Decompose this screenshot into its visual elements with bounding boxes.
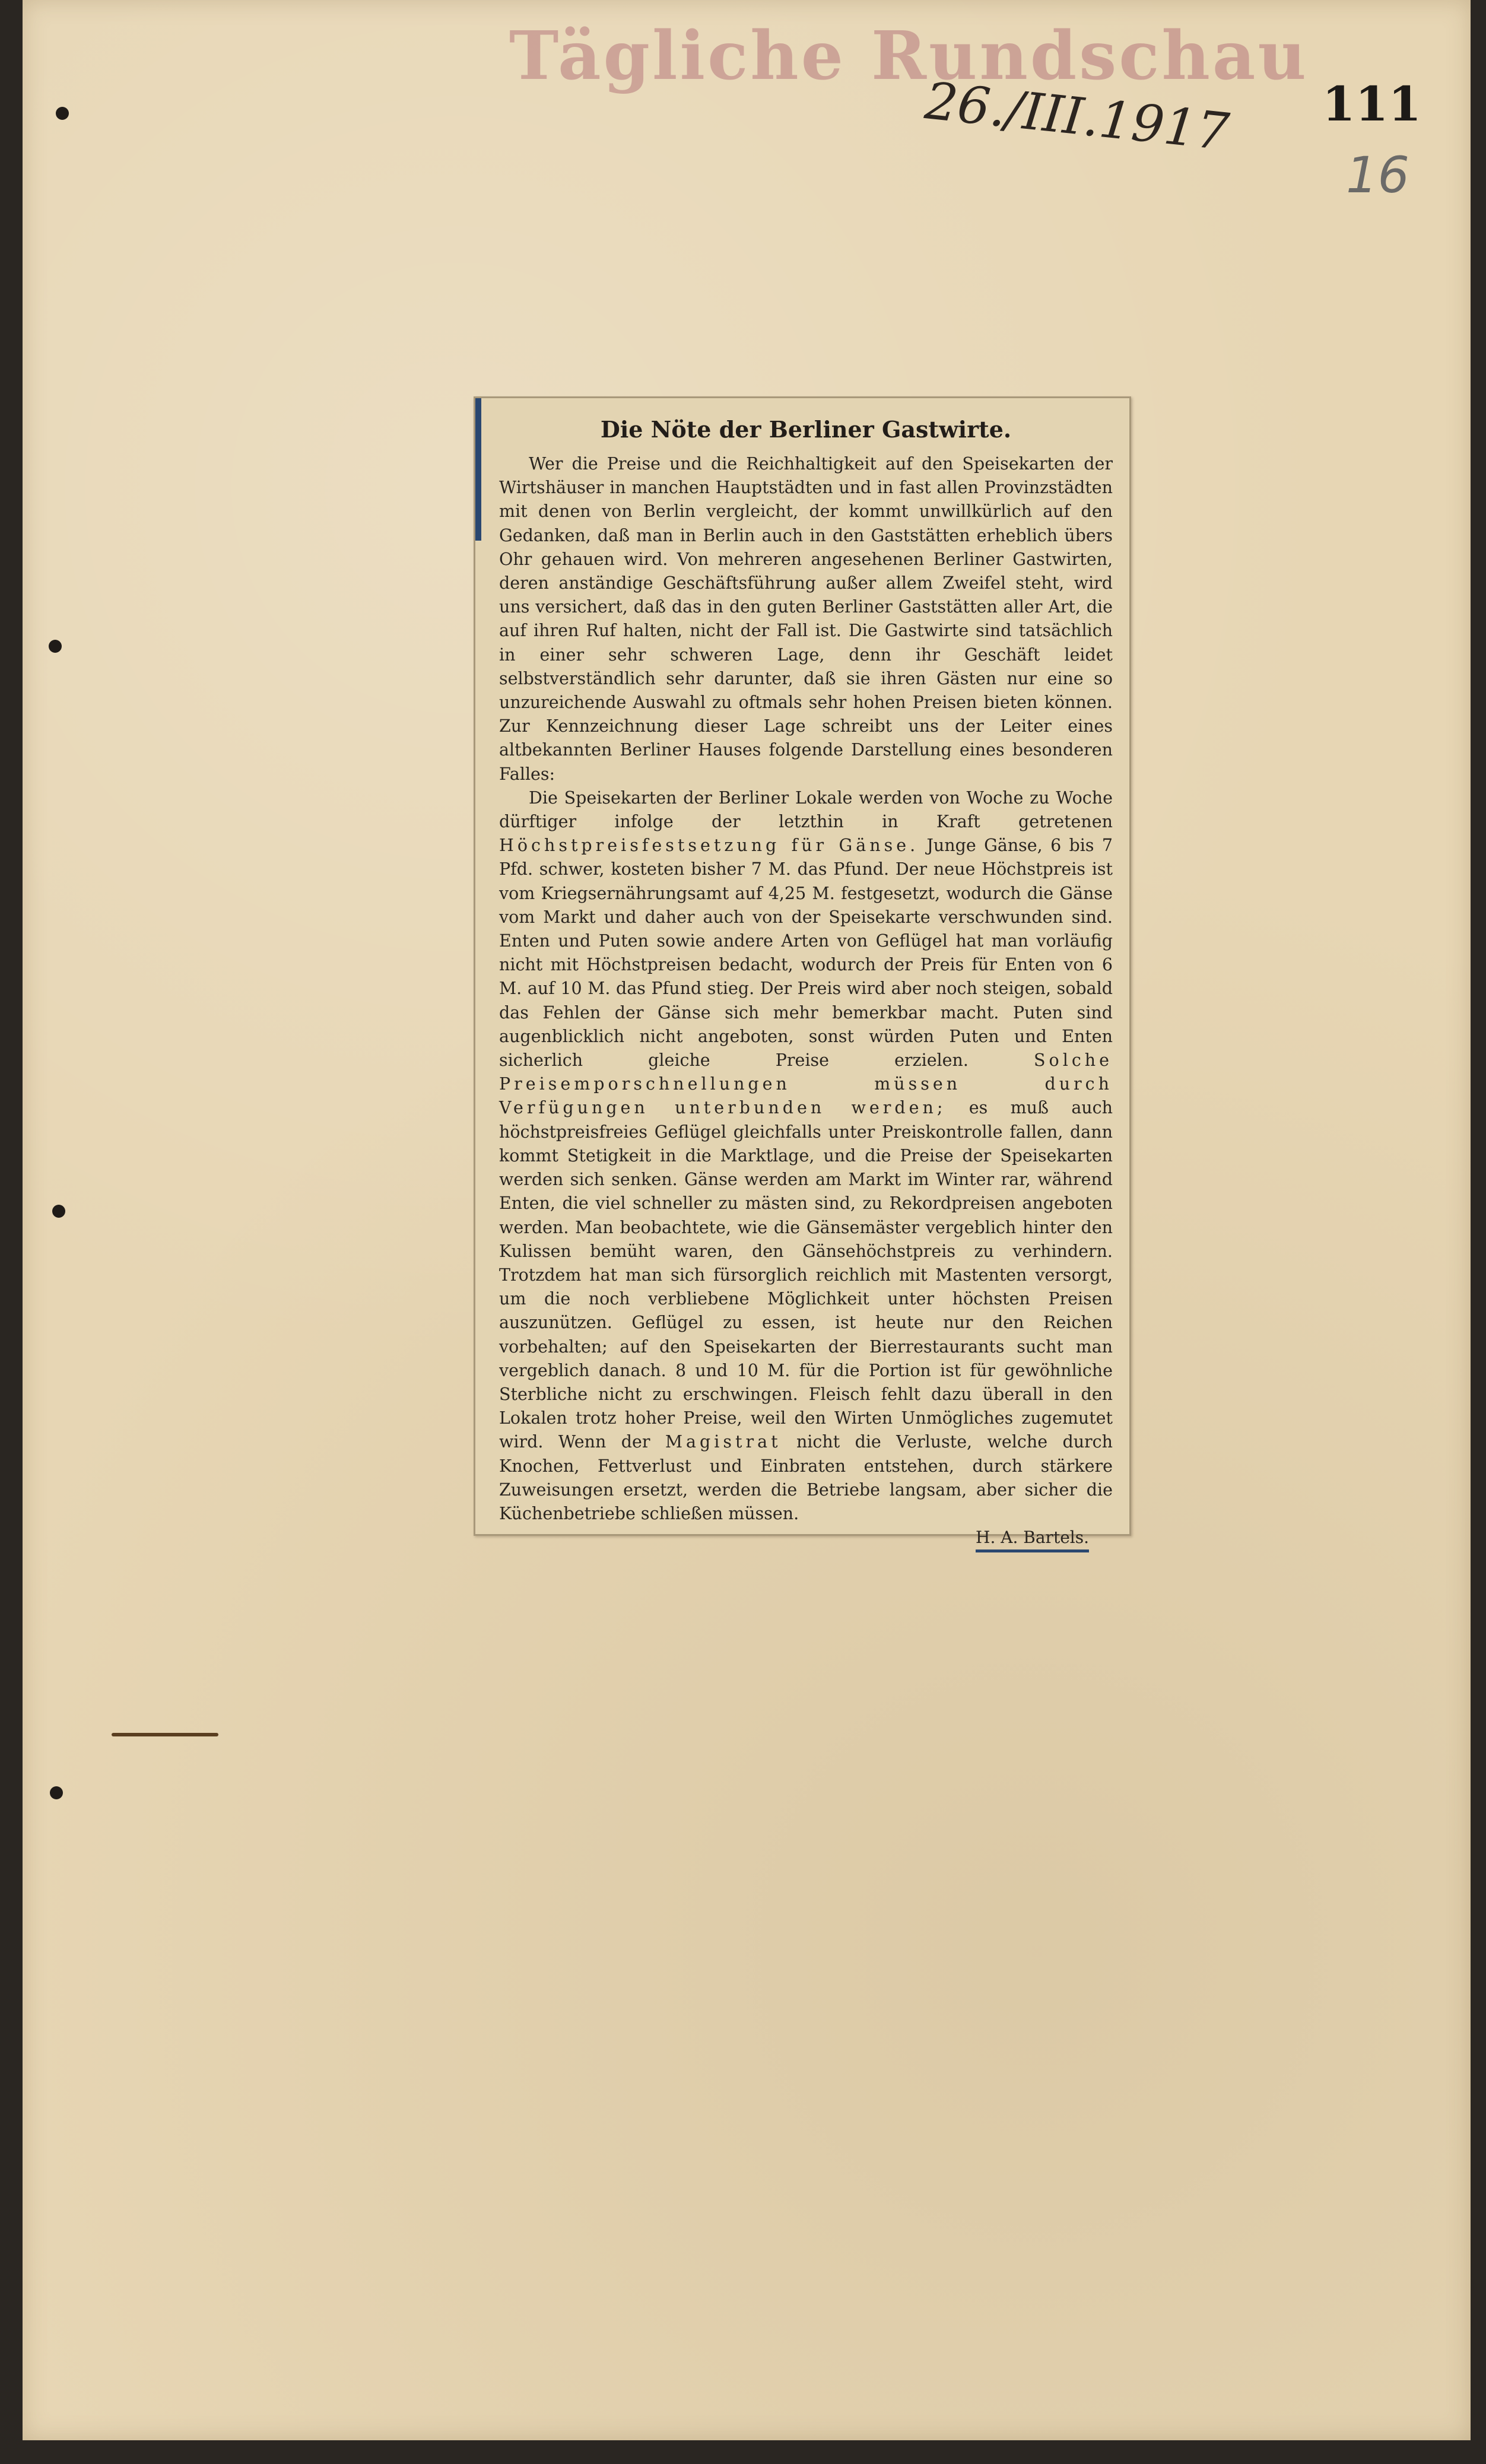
folio-number: 111	[1322, 76, 1421, 132]
p2-text-c: Junge Gänse, 6 bis 7 Pfd. schwer, kosteten bisher 7 M. das Pfund. Der neue Höchstpreis ist vom Kriegsernährungsamt auf 4,25 M. festgesetzt, wodurch die Gänse vom Markt und daher auch von der Speisekarte verschwunden sind. Enten und Puten sowie andere Arten von Geflügel hat man vorläufig nicht mit Höchstpreisen bedacht, wodurch der Preis für Enten von 6 M. auf 10 M. das Pfund stieg. Der Preis wird aber noch steigen, sobald das Fehlen der Gänse sich mehr bemerkbar macht. Puten sind augenblicklich nicht angeboten, sonst würden Puten und Enten sicherlich gleiche Preise erzielen.	[499, 836, 1113, 1071]
archive-sheet	[23, 0, 1471, 2440]
punch-hole-2	[49, 640, 62, 653]
signature-line	[499, 1526, 1113, 1552]
p2-emphasis-preisemporschnellungen: Solche Preisemporschnellungen müssen durch Verfügungen unterbunden werden;	[499, 1050, 1113, 1118]
article-paragraph-1: Wer die Preise und die Reichhaltigkeit auf den Speisekarten der Wirtshäuser in manchen Hauptstädten und in fast allen Provinzstädten mit denen von Berlin vergleicht, der kommt unwillkürlich auf den Gedanken, daß man in Berlin auch in den Gaststätten erheblich übers Ohr gehauen wird. Von mehreren angesehenen Berliner Gastwirten, deren anständige Geschäftsführung außer allem Zweifel steht, wird uns versichert, daß das in den guten Berliner Gaststätten aller Art, die auf ihren Ruf halten, nicht der Fall ist. Die Gastwirte sind tatsächlich in einer sehr schweren Lage, denn ihr Geschäft leidet selbstverständlich sehr darunter, daß sie ihren Gästen nur eine so unzureichende Auswahl zu oftmals sehr hohen Preisen bieten können. Zur Kennzeichnung dieser Lage schreibt uns der Leiter eines altbekannten Berliner Hauses folgende Darstellung eines besonderen Falles:	[499, 454, 1113, 784]
punch-hole-3	[52, 1205, 65, 1218]
p2-emphasis-magistrat: Magistrat	[665, 1432, 782, 1452]
punch-hole-1	[56, 107, 69, 120]
article-author: H. A. Bartels.	[976, 1526, 1089, 1552]
newspaper-clipping	[474, 396, 1131, 1548]
folio-handwritten: 16	[1346, 146, 1409, 204]
handwritten-date: 26./III.1917	[922, 71, 1232, 163]
blue-pencil-mark	[475, 398, 481, 541]
p2-emphasis-hoechstpreis: Höchstpreisfestsetzung für Gänse.	[499, 836, 919, 856]
punch-hole-4	[50, 1786, 63, 1799]
rust-mark	[112, 1733, 218, 1736]
article-headline: Die Nöte der Berliner Gastwirte.	[600, 416, 1012, 443]
p2-text-g: nicht die Verluste, welche durch Knochen, Fettverlust und Einbraten entstehen, durch stärkere Zuweisungen ersetzt, werden die Betriebe langsam, aber sicher die Küchenbetriebe schließen müssen.	[499, 1432, 1113, 1523]
p2-text-a: Die Speisekarten der Berliner Lokale werden von Woche zu Woche dürftiger infolge der letzthin in Kraft getretenen	[499, 788, 1113, 832]
p2-text-e: es muß auch höchstpreisfreies Geflügel gleichfalls unter Preiskontrolle fallen, dann kommt Stetigkeit in die Marktlage, und die Preise der Speisekarten werden sich senken. Gänse werden am Markt im Winter rar, während Enten, die viel schneller zu mästen sind, zu Rekordpreisen angeboten werden. Man beobachtete, wie die Gänsemäster vergeblich hinter den Kulissen bemüht waren, den Gänsehöchstpreis zu verhindern. Trotzdem hat man sich fürsorglich reichlich mit Mastenten versorgt, um die noch verbliebene Möglichkeit unter höchsten Preisen auszunützen. Geflügel zu essen, ist heute nur den Reichen vorbehalten; auf den Speisekarten der Bierrestaurants sucht man vergeblich danach. 8 und 10 M. für die Portion ist für gewöhnliche Sterbliche nicht zu erschwingen. Fleisch fehlt dazu überall in den Lokalen trotz hoher Preise, weil den Wirten Unmögliches zugemutet wird. Wenn der	[499, 1098, 1113, 1452]
article-paragraph-2	[499, 786, 1113, 1526]
newspaper-stamp: Tägliche Rundschau	[509, 17, 1309, 95]
